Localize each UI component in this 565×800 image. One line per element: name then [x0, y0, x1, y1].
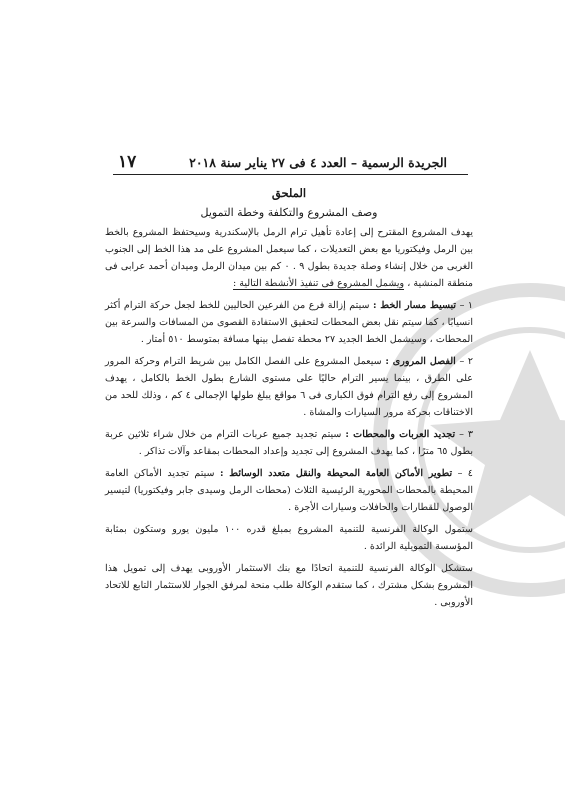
page-number: ١٧ [118, 152, 137, 172]
annex-subtitle: وصف المشروع والتكلفة وخطة التمويل [200, 206, 378, 219]
gazette-header: الجريدة الرسمية – العدد ٤ فى ٢٧ يناير سنة ٢٠١٨ [189, 155, 447, 170]
annex-title: الملحق [271, 186, 307, 200]
item-text: سيتم تجديد جميع عربات الترام من خلال شراء ثلاثين عربة بطول ٦٥ مترًا ، كما يهدف المشروع إلى تجديد وإعداد المحطات بمقاعد وآلات تذاكر . [105, 429, 473, 457]
item-heading: تبسيط مسار الخط : [373, 300, 457, 311]
item-number: ٤ – [457, 468, 473, 479]
annex-body [105, 184, 473, 611]
item-heading: الفصل المرورى : [385, 356, 456, 367]
activity-item-4 [105, 465, 473, 516]
item-number: ١ – [459, 300, 474, 311]
cofinancing-paragraph: ستشكل الوكالة الفرنسية للتنمية اتحادًا مع بنك الاستثمار الأوروبى يهدف إلى تمويل هذا المشروع بشكل مشترك ، كما ستقدم الوكالة طلب منحة لمرفق الجوار للاستثمار التابع للاتحاد الأوروبى . [105, 563, 473, 608]
item-number: ٣ – [459, 429, 474, 440]
intro-activities-text: ويشمل المشروع فى تنفيذ الأنشطة التالية : [232, 278, 405, 289]
item-text: سيتم إزالة فرع من الفرعين الحاليين للخط لجعل حركة الترام أكثر انسيابًا ، كما سيتم نقل بعض المحطات لتحقيق الاستفادة القصوى من المسافات والسرعة بين المحطات ، وسيشمل الخط الجديد ٢٧ محطة تفصل بينها مسافة بمتوسط ٥١٠ أمتار . [105, 300, 473, 345]
header-divider [113, 174, 468, 175]
item-text: سيتم تجديد الأماكن العامة المحيطة بالمحطات المحورية الرئيسية الثلاث (محطات الرمل وسيدى جابر وفيكتوريا) لتيسير الوصول للقطارات والحافلات وسيارات الأجرة . [105, 468, 473, 513]
intro-paragraph [105, 224, 473, 292]
intro-text: يهدف المشروع المقترح إلى إعادة تأهيل ترام الرمل بالإسكندرية وسيحتفظ المشروع بالخط بين الرمل وفيكتوريا مع بعض التعديلات ، كما سيعمل المشروع على مد هذا الخط إلى الجنوب الغربى من خلال إنشاء وصلة جديدة بطول ٩ . ٠ كم بين ميدان الرمل وميدان أحمد عرابى فى منطقة المنشية ، [105, 227, 474, 289]
activity-item-3 [105, 426, 473, 460]
item-heading: تطوير الأماكن العامة المحيطة والنقل متعدد الوسائط : [219, 468, 453, 479]
funding-paragraph: ستمول الوكالة الفرنسية للتنمية المشروع بمبلغ قدره ١٠٠ مليون يورو وستكون بمثابة المؤسسة التمويلية الرائدة . [105, 524, 473, 552]
item-text: سيعمل المشروع على الفصل الكامل بين شريط الترام وحركة المرور على الطرق ، بينما يسير الترام حاليًا على مستوى الشارع بطول الخط بالكامل ، يهدف المشروع إلى رفع الترام فوق الكبارى فى ٦ مواقع يبلغ طولها الإجمالى ٤ كم ، وذلك للحد من الاختناقات بحركة مرور السيارات والمشاة . [105, 356, 473, 418]
item-heading: تجديد العربات والمحطات : [345, 429, 456, 440]
item-number: ٢ – [459, 356, 473, 367]
activity-item-1 [105, 297, 473, 348]
activity-item-2 [105, 353, 473, 421]
